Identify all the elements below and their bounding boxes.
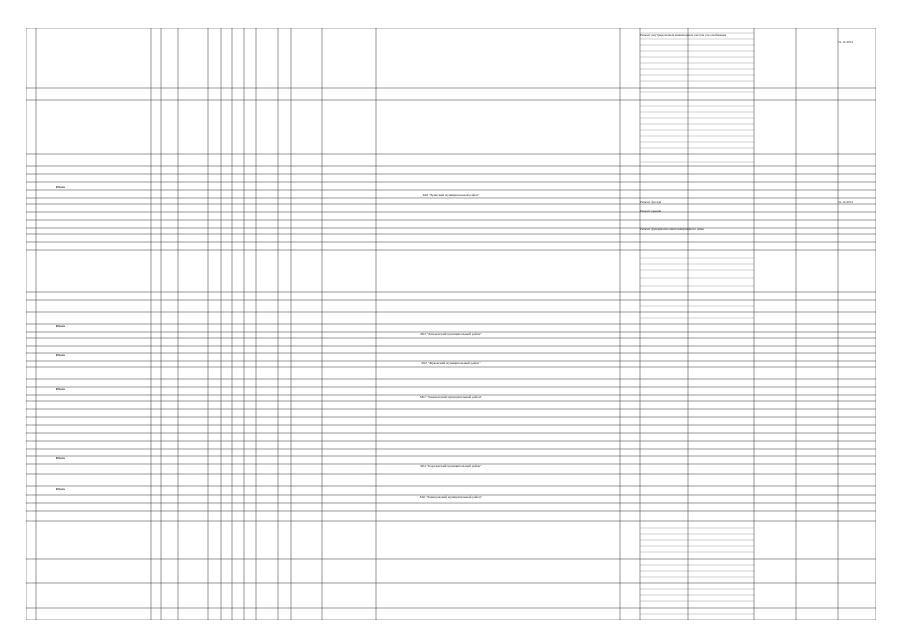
- date-sample-2: 31.12.2019: [838, 200, 854, 204]
- work-type-sample-2: Ремонт фасада: [640, 200, 662, 204]
- date-sample-1: 31.12.2019: [838, 40, 854, 44]
- table-grid: [26, 28, 876, 620]
- work-type-sample-4: Ремонт фундамента многоквартирного дома: [640, 227, 704, 231]
- total-label-6: Итого: [56, 487, 66, 491]
- document-sheet: [26, 28, 876, 620]
- section-header-2: МО "Дятьковский муниципальный район": [420, 332, 482, 336]
- section-header-6: МО "Клинцовский муниципальный район": [419, 495, 483, 499]
- section-header-1: МО "Брянский муниципальный район": [422, 193, 480, 197]
- total-label-1: Итого: [56, 185, 66, 189]
- total-label-2: Итого: [56, 324, 66, 328]
- work-type-sample-3: Ремонт крыши: [640, 209, 662, 213]
- section-header-5: МО "Карачевский муниципальный район": [420, 464, 482, 468]
- total-label-4: Итого: [56, 387, 66, 391]
- section-header-3: МО "Жуковский муниципальный район": [421, 361, 481, 365]
- total-label-5: Итого: [56, 456, 66, 460]
- work-type-sample-1: Ремонт внутридомовых инженерных систем газоснабжения: [640, 33, 727, 37]
- section-header-4: МО "Злынковский муниципальный район": [420, 395, 482, 399]
- total-label-3: Итого: [56, 353, 66, 357]
